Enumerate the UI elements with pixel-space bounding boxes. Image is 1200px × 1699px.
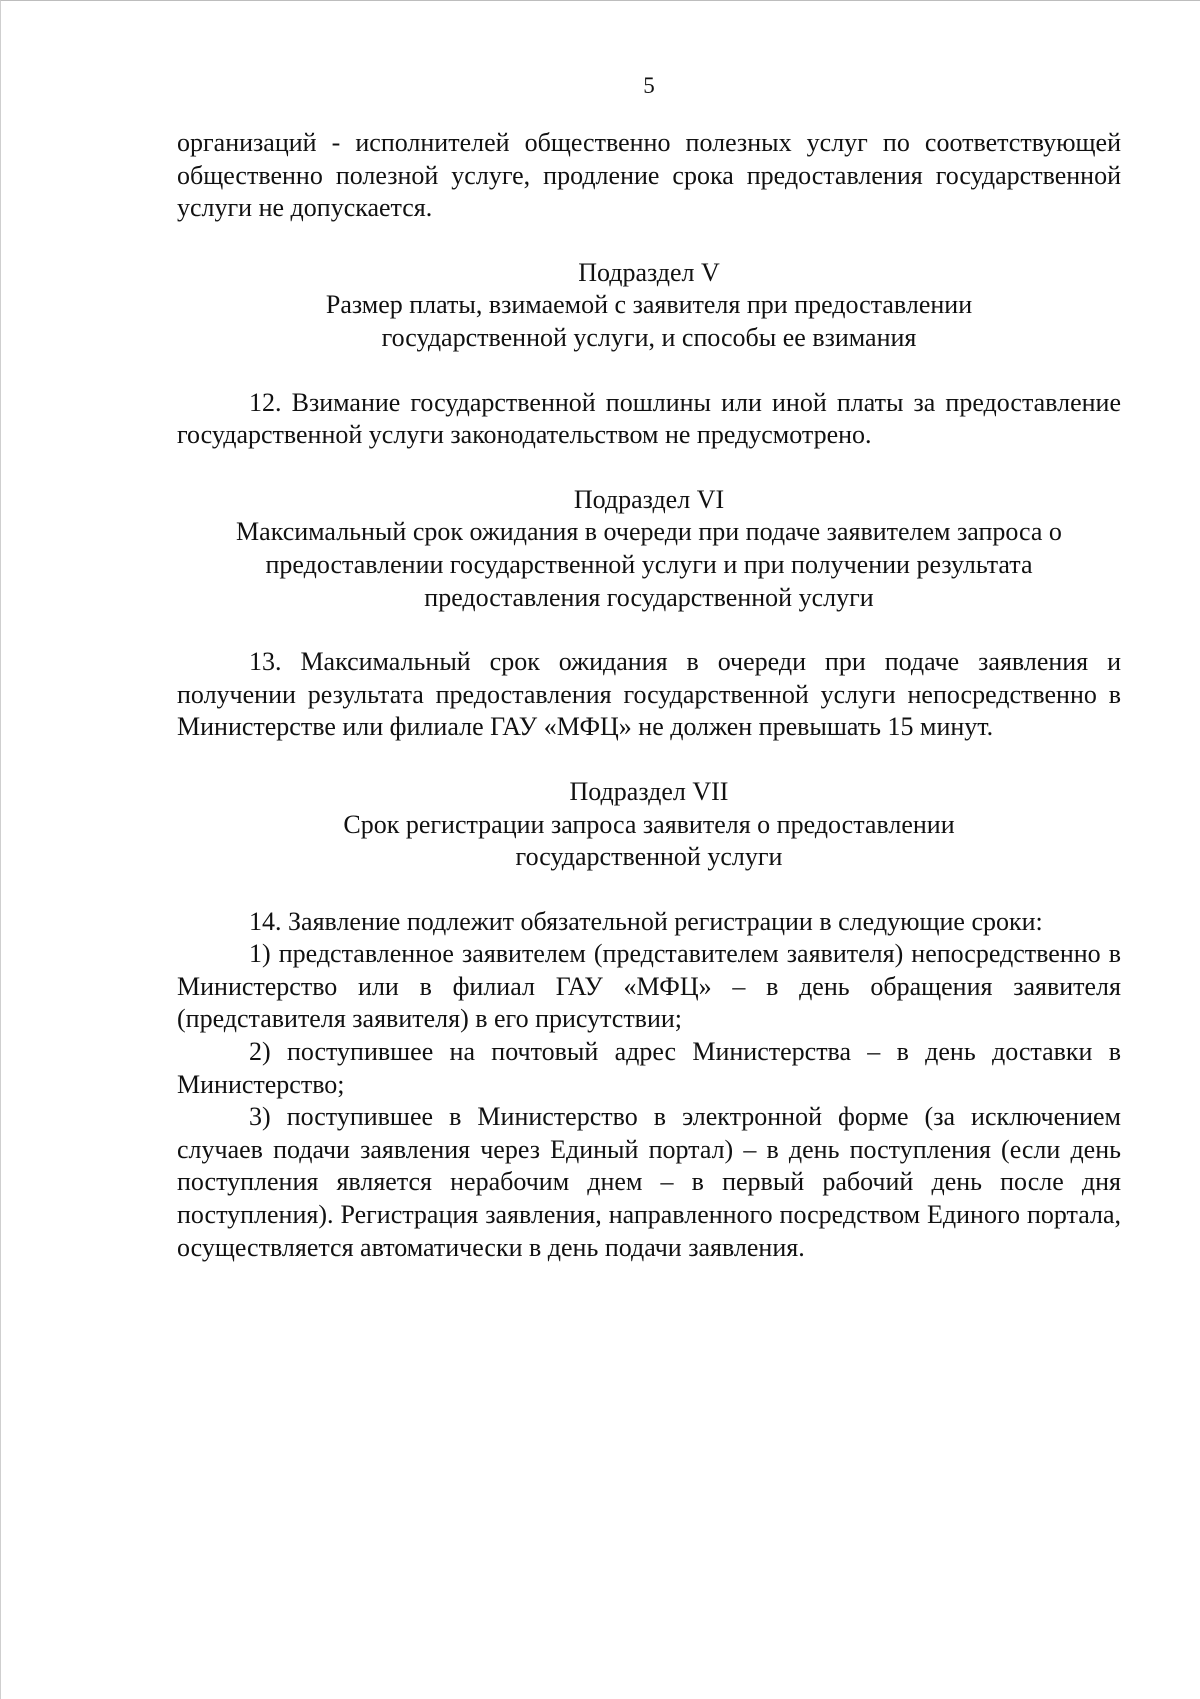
section-subtitle-line: государственной услуги — [515, 842, 783, 872]
section-subtitle-line: Срок регистрации запроса заявителя о предоставлении — [343, 809, 955, 839]
paragraph-14-item-1: 1) представленное заявителем (представителем заявителя) непосредственно в Министерство или в филиал ГАУ «МФЦ» – в день обращения заявителя (представителя заявителя) в его присутствии; — [177, 939, 1121, 1034]
section-subtitle-line: предоставления государственной услуги — [424, 582, 874, 612]
section-subtitle-line: Размер платы, взимаемой с заявителя при предоставлении — [325, 290, 973, 320]
page-number: 5 — [643, 73, 655, 98]
section-title: Подраздел V — [578, 257, 720, 287]
section-heading-vii — [177, 776, 1121, 874]
paragraph-14-item-2: 2) поступившее на почтовый адрес Министерства – в день доставки в Министерство; — [177, 1037, 1121, 1099]
section-heading-v — [177, 257, 1121, 355]
section-title: Подраздел VII — [569, 776, 729, 806]
paragraph-14-item-3: 3) поступившее в Министерство в электронной форме (за исключением случаев подачи заявления через Единый портал) – в день поступления (если день поступления является нерабочим днем – в первый рабочий день после дня поступления). Регистрация заявления, направленного посредством Единого портала, осуществляется автоматически в день подачи заявления. — [177, 1102, 1121, 1262]
section-title: Подраздел VI — [573, 484, 725, 514]
document-body — [177, 127, 1121, 1264]
intro-paragraph: организаций - исполнителей общественно полезных услуг по соответствующей общественно полезной услуге, продление срока предоставления государственной услуги не допускается. — [177, 128, 1121, 223]
section-heading-vi — [177, 484, 1121, 614]
paragraph-12: 12. Взимание государственной пошлины или иной платы за предоставление государственной услуги законодательством не предусмотрено. — [177, 387, 1121, 450]
paragraph-13: 13. Максимальный срок ожидания в очереди при подаче заявления и получении результата предоставления государственной услуги непосредственно в Министерстве или филиале ГАУ «МФЦ» не должен превышать 15 минут. — [177, 647, 1121, 742]
section-subtitle-line: Максимальный срок ожидания в очереди при подаче заявителем запроса о — [236, 517, 1062, 547]
section-subtitle-line: государственной услуги, и способы ее взимания — [381, 322, 917, 352]
paragraph-14: 14. Заявление подлежит обязательной регистрации в следующие сроки: — [249, 906, 1043, 936]
section-subtitle-line: предоставлении государственной услуги и при получении результата — [265, 549, 1033, 579]
